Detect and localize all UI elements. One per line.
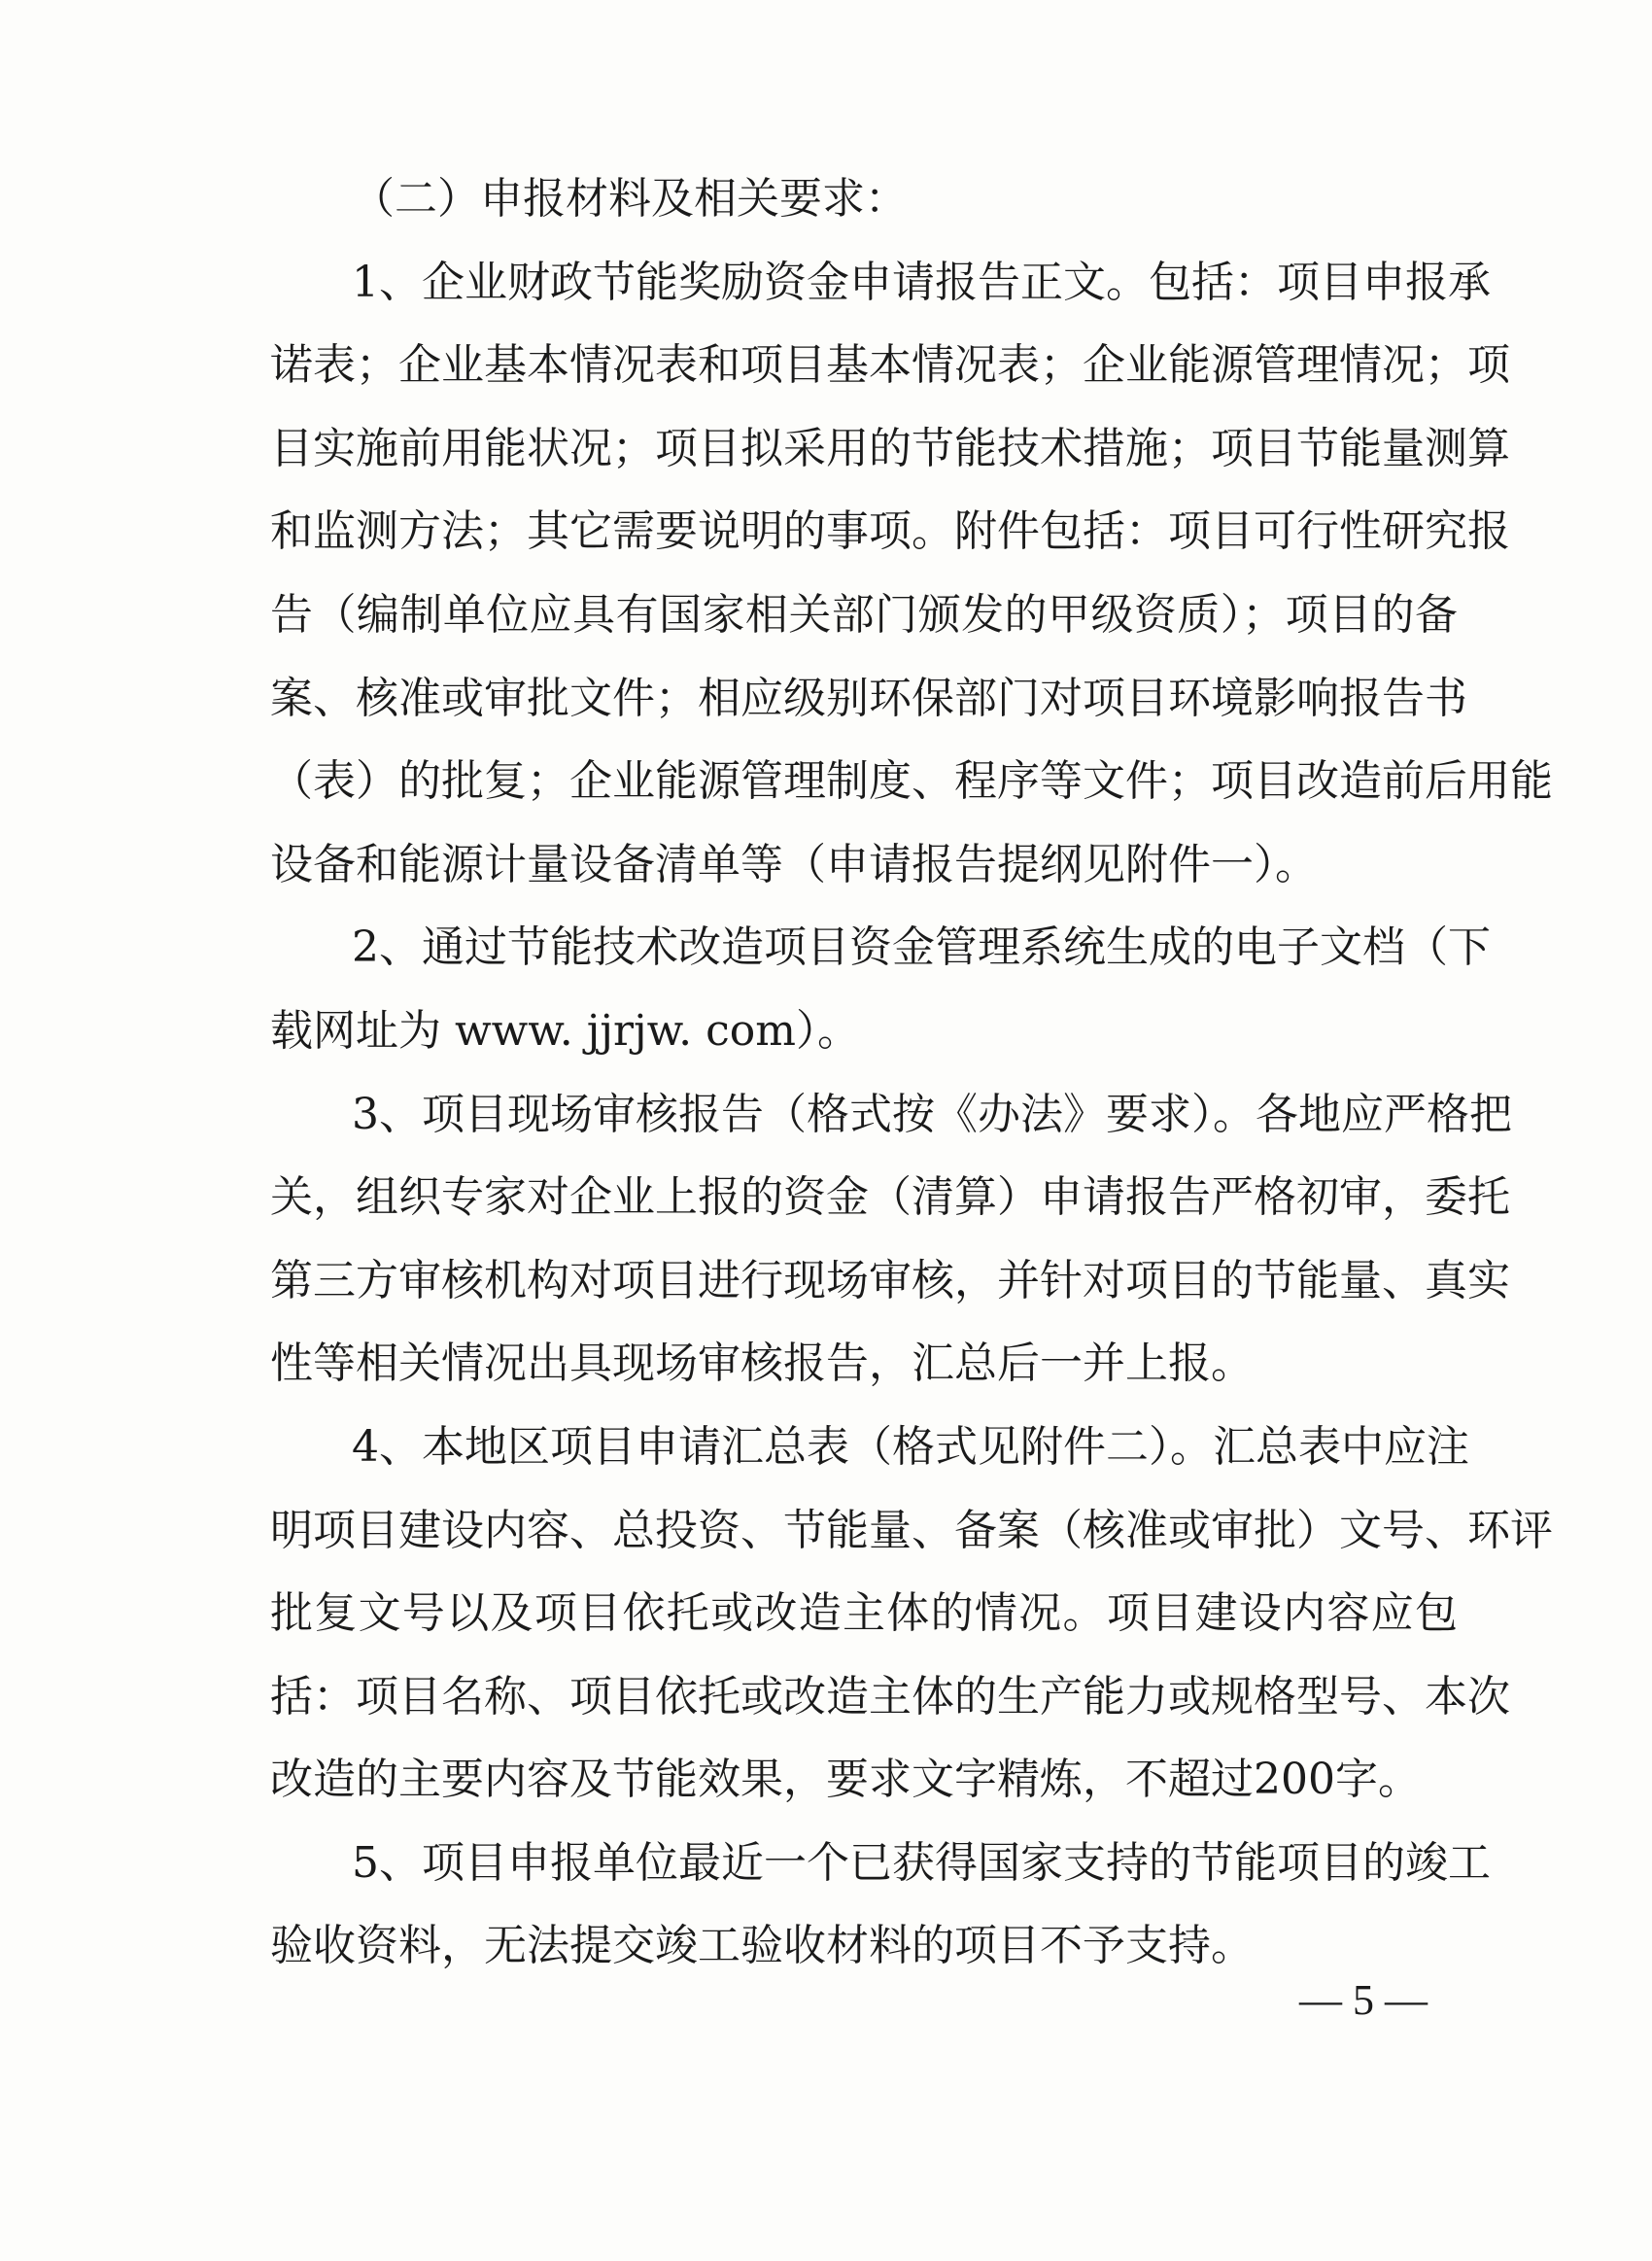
paragraph-line: 明项目建设内容、总投资、节能量、备案（核准或审批）文号、环评 [270,1505,1553,1555]
paragraph-line: 告（编制单位应具有国家相关部门颁发的甲级资质）；项目的备 [270,589,1458,640]
paragraph-4 [270,1406,1553,1822]
paragraph-line: 目实施前用能状况；项目拟采用的节能技术措施；项目节能量测算 [270,423,1510,473]
paragraph-line: 关，组织专家对企业上报的资金（清算）申请报告严格初审，委托 [270,1172,1510,1223]
paragraph-line: 5、项目申报单位最近一个已获得国家支持的节能项目的竣工 [352,1837,1491,1888]
paragraph-5 [270,1822,1491,1988]
paragraph-line: 2、通过节能技术改造项目资金管理系统生成的电子文档（下 [352,922,1491,973]
paragraph-line: 诺表；企业基本情况表和项目基本情况表；企业能源管理情况；项 [270,340,1510,391]
paragraph-line: 改造的主要内容及节能效果，要求文字精炼，不超过200字。 [270,1755,1421,1805]
paragraph-2 [270,906,1491,1072]
page-number: — 5 — [1299,1976,1428,2024]
paragraph-line: （表）的批复；企业能源管理制度、程序等文件；项目改造前后用能 [270,756,1553,807]
paragraph-line: 第三方审核机构对项目进行现场审核，并针对项目的节能量、真实 [270,1255,1510,1305]
paragraph-line: 设备和能源计量设备清单等（申请报告提纲见附件一）。 [270,839,1318,889]
paragraph-line: 1、企业财政节能奖励资金申请报告正文。包括：项目申报承 [352,257,1491,307]
paragraph-line: 案、核准或审批文件；相应级别环保部门对项目环境影响报告书 [270,673,1467,723]
document-body [270,157,1553,1988]
section-heading: （二）申报材料及相关要求： [352,174,908,224]
paragraph-line: 验收资料，无法提交竣工验收材料的项目不予支持。 [270,1921,1254,1971]
paragraph-line: 4、本地区项目申请汇总表（格式见附件二）。汇总表中应注 [352,1421,1469,1472]
paragraph-line: 3、项目现场审核报告（格式按《办法》要求）。各地应严格把 [352,1089,1512,1139]
paragraph-line: 载网址为 www. jjrjw. com）。 [270,1005,860,1056]
paragraph-line: 批复文号以及项目依托或改造主体的情况。项目建设内容应包 [270,1588,1458,1639]
paragraph-line: 和监测方法；其它需要说明的事项。附件包括：项目可行性研究报 [270,506,1510,557]
paragraph-line: 括：项目名称、项目依托或改造主体的生产能力或规格型号、本次 [270,1671,1510,1722]
paragraph-line: 性等相关情况出具现场审核报告，汇总后一并上报。 [270,1339,1254,1389]
paragraph-1 [270,241,1553,907]
paragraph-3 [270,1073,1512,1406]
